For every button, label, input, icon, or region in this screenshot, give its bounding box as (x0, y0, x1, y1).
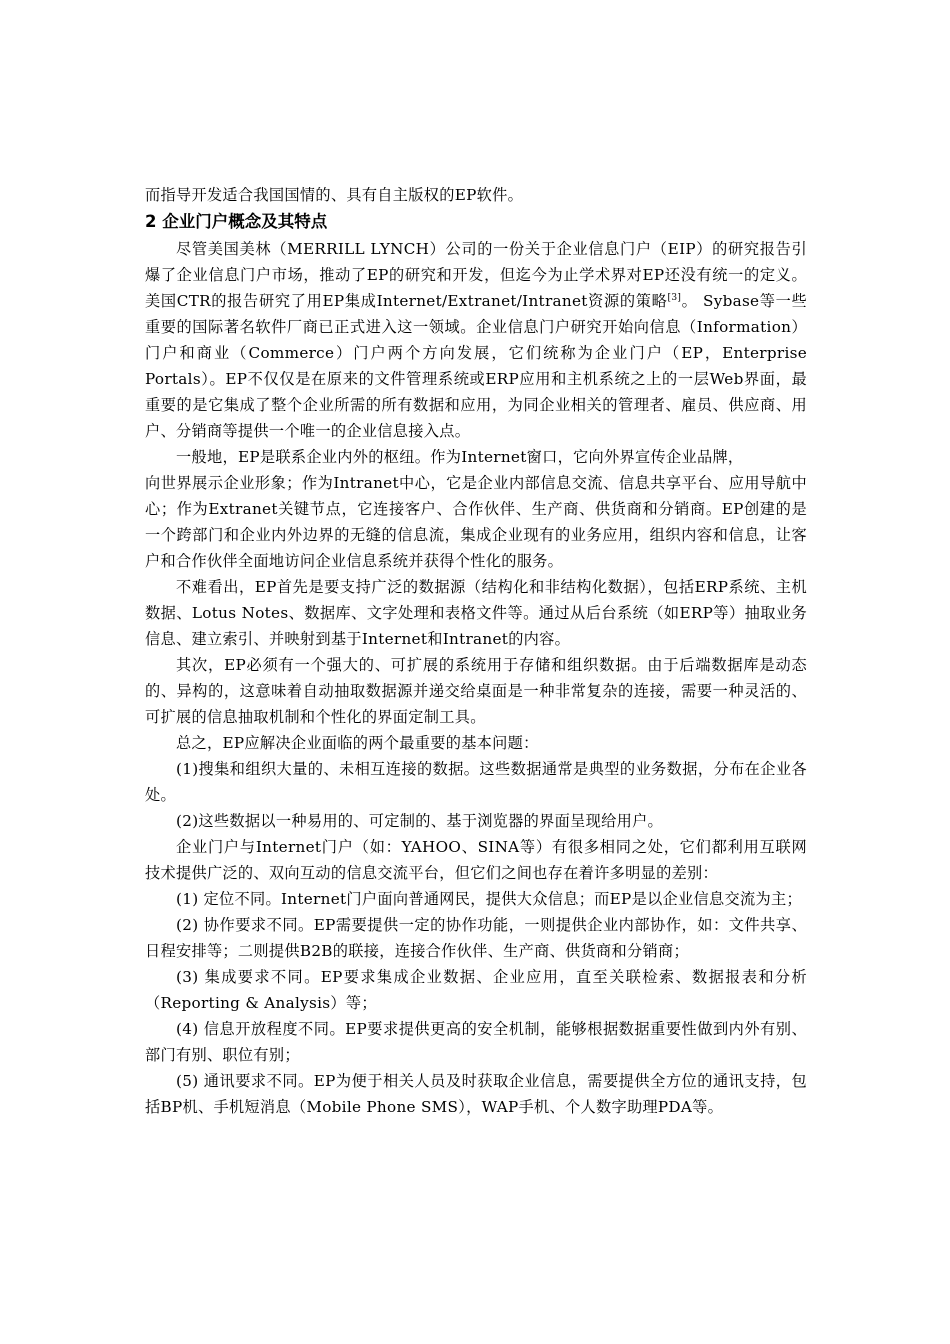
paragraph-definition (145, 236, 807, 444)
paragraph-summary: 总之，EP应解决企业面临的两个最重要的基本问题： (176, 734, 539, 752)
list-item-1: (1)搜集和组织大量的、未相互连接的数据。这些数据通常是典型的业务数据，分布在企业各处。 (145, 760, 807, 804)
difference-item-2: (2) 协作要求不同。EP需要提供一定的协作功能，一则提供企业内部协作，如：文件共享、日程安排等；二则提供B2B的联接，连接合作伙伴、生产商、供货商和分销商； (145, 916, 807, 960)
difference-item-5: (5) 通讯要求不同。EP为便于相关人员及时获取企业信息，需要提供全方位的通讯支持，包括BP机、手机短消息（Mobile Phone SMS），WAP手机、个人数字助理PDA等。 (145, 1072, 807, 1116)
paragraph-comparison: 企业门户与Internet门户（如：YAHOO、SINA等）有很多相同之处，它们都利用互联网技术提供广泛的、双向互动的信息交流平台，但它们之间也存在着许多明显的差别： (145, 838, 807, 882)
paragraph-hub-rest: 向世界展示企业形象；作为Intranet中心，它是企业内部信息交流、信息共享平台、应用导航中心；作为Extranet关键节点，它连接客户、合作伙伴、生产商、供货商和分销商。EP创建的是一个跨部门和企业内外边界的无缝的信息流，集成企业现有的业务应用，组织内容和信息，让客户和合作伙伴全面地访问企业信息系统并获得个性化的服务。 (145, 474, 807, 570)
paragraph-definition-a: 尽管美国美林（MERRILL LYNCH）公司的一份关于企业信息门户（EIP）的研究报告引爆了企业信息门户市场，推动了EP的研究和开发，但迄今为止学术界对EP还没有统一的定义。美国CTR的报告研究了用EP集成Internet/Extranet/Intranet资源的策略 (145, 240, 807, 310)
paragraph-intro-tail: 而指导开发适合我国国情的、具有自主版权的EP软件。 (145, 186, 524, 204)
paragraph-datasources: 不难看出，EP首先是要支持广泛的数据源（结构化和非结构化数据），包括ERP系统、主机数据、Lotus Notes、数据库、文字处理和表格文件等。通过从后台系统（如ERP等）抽取业务信息、建立索引、并映射到基于Internet和Intranet的内容。 (145, 578, 807, 648)
paragraph-hub-line1: 一般地，EP是联系企业内外的枢纽。作为Internet窗口，它向外界宣传企业品牌， (176, 448, 744, 466)
section-heading: 2 企业门户概念及其特点 (145, 212, 328, 231)
list-item-2: (2)这些数据以一种易用的、可定制的、基于浏览器的界面呈现给用户。 (176, 812, 664, 830)
document-body (145, 182, 807, 1120)
difference-item-4: (4) 信息开放程度不同。EP要求提供更高的安全机制，能够根据数据重要性做到内外有别、部门有别、职位有别； (145, 1020, 807, 1064)
paragraph-definition-b: 。 Sybase等一些重要的国际著名软件厂商已正式进入这一领域。企业信息门户研究开始向信息（Information）门户和商业（Commerce）门户两个方向发展，它们统称为企业门户（EP，Enterprise Portals）。EP不仅仅是在原来的文件管理系统或ERP应用和主机系统之上的一层Web界面，最重要的是它集成了整个企业所需的所有数据和应用，为同企业相关的管理者、雇员、供应商、用户、分销商等提供一个唯一的企业信息接入点。 (145, 292, 808, 440)
paragraph-hub (145, 444, 807, 574)
difference-item-1: (1) 定位不同。Internet门户面向普通网民，提供大众信息；而EP是以企业信息交流为主； (176, 890, 802, 908)
difference-item-3: (3) 集成要求不同。EP要求集成企业数据、企业应用，直至关联检索、数据报表和分析（Reporting & Analysis）等； (145, 968, 807, 1012)
citation-ref: [3] (667, 292, 682, 303)
paragraph-storage: 其次，EP必须有一个强大的、可扩展的系统用于存储和组织数据。由于后端数据库是动态的、异构的，这意味着自动抽取数据源并递交给桌面是一种非常复杂的连接，需要一种灵活的、可扩展的信息抽取机制和个性化的界面定制工具。 (145, 656, 807, 726)
